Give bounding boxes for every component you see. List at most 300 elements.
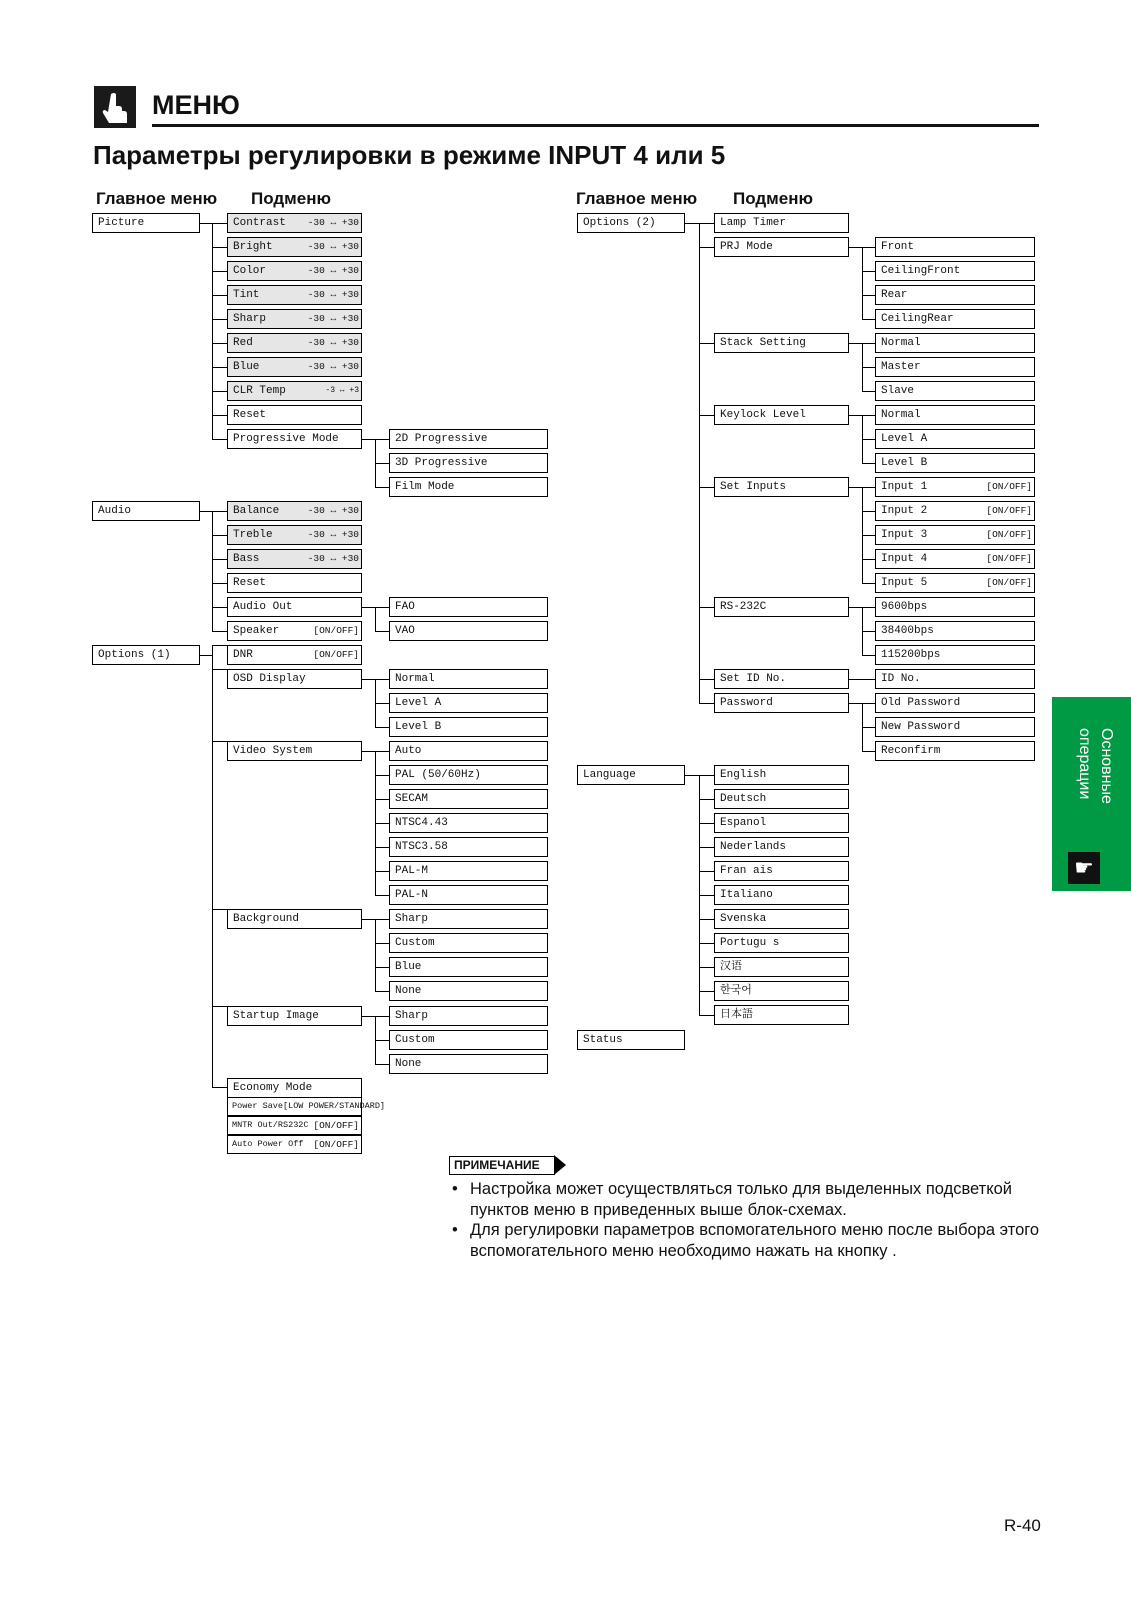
connector-line bbox=[862, 607, 875, 608]
connector-line bbox=[699, 487, 714, 488]
menu-box-label: Blue bbox=[395, 961, 422, 973]
menu-box-rear bbox=[875, 285, 1035, 305]
connector-line bbox=[375, 823, 389, 824]
menu-box-custom bbox=[389, 933, 548, 953]
menu-box-treble bbox=[227, 525, 362, 545]
menu-box-custom bbox=[389, 1030, 548, 1050]
menu-box-fran-ais bbox=[714, 861, 849, 881]
menu-box-label: 한국어 bbox=[720, 985, 752, 997]
connector-line bbox=[699, 223, 714, 224]
menu-box-label: Contrast bbox=[233, 217, 286, 229]
menu-box-label: 115200bps bbox=[881, 649, 941, 661]
connector-line bbox=[212, 583, 227, 584]
menu-box-label: CeilingFront bbox=[881, 265, 961, 277]
menu-box-label: Status bbox=[583, 1034, 623, 1046]
connector-line bbox=[862, 703, 875, 704]
menu-box-label: 9600bps bbox=[881, 601, 928, 613]
menu-box-range: -30 ↔ +30 bbox=[307, 529, 359, 540]
menu-box-label: Stack Setting bbox=[720, 337, 806, 349]
connector-line bbox=[375, 727, 389, 728]
menu-box-label: Reset bbox=[233, 409, 267, 421]
menu-box-label: Sharp bbox=[395, 913, 429, 925]
menu-box-range: -30 ↔ +30 bbox=[307, 553, 359, 564]
connector-line bbox=[375, 799, 389, 800]
connector-line bbox=[849, 415, 862, 416]
menu-box-label: Color bbox=[233, 265, 267, 277]
menu-box-old-password bbox=[875, 693, 1035, 713]
menu-box-label: Startup Image bbox=[233, 1010, 319, 1022]
menu-box-ntsc3-58 bbox=[389, 837, 548, 857]
connector-line bbox=[375, 1064, 389, 1065]
menu-box-label: ID No. bbox=[881, 673, 921, 685]
menu-box-label: Auto bbox=[395, 745, 422, 757]
section-subtitle: Параметры регулировки в режиме INPUT 4 или 5 bbox=[93, 140, 726, 170]
menu-box-range: -30 ↔ +30 bbox=[307, 217, 359, 228]
connector-line bbox=[375, 895, 389, 896]
menu-box-speaker bbox=[227, 621, 362, 641]
menu-box-clr-temp bbox=[227, 381, 362, 401]
menu-box-range: -30 ↔ +30 bbox=[307, 337, 359, 348]
connector-line bbox=[699, 607, 714, 608]
menu-box-vao bbox=[389, 621, 548, 641]
menu-box-keylock-level bbox=[714, 405, 849, 425]
menu-box-label: Treble bbox=[233, 529, 273, 541]
menu-box-pal-50-60hz bbox=[389, 765, 548, 785]
menu-box-label: Input 4 bbox=[881, 553, 928, 565]
menu-box-label: Video System bbox=[233, 745, 313, 757]
menu-box-film-mode bbox=[389, 477, 548, 497]
menu-box-9600bps bbox=[875, 597, 1035, 617]
menu-box-3d-progressive bbox=[389, 453, 548, 473]
menu-box-label: Input 2 bbox=[881, 505, 928, 517]
menu-box-label: Options (2) bbox=[583, 217, 656, 229]
menu-box-range: -30 ↔ +30 bbox=[307, 313, 359, 324]
menu-box-label: 38400bps bbox=[881, 625, 934, 637]
connector-line bbox=[375, 775, 389, 776]
connector-line bbox=[212, 343, 227, 344]
menu-box-range: -30 ↔ +30 bbox=[307, 289, 359, 300]
connector-line bbox=[362, 751, 375, 752]
menu-box-sharp bbox=[389, 1006, 548, 1026]
connector-line bbox=[862, 247, 875, 248]
menu-box-label: Power Save[LOW POWER/STANDARD] bbox=[232, 1101, 386, 1111]
connector-line bbox=[862, 343, 875, 344]
menu-box-ceilingfront bbox=[875, 261, 1035, 281]
menu-box-italiano bbox=[714, 885, 849, 905]
menu-box-color bbox=[227, 261, 362, 281]
menu-box-label: Fran ais bbox=[720, 865, 773, 877]
menu-box-level-a bbox=[875, 429, 1035, 449]
menu-box-range: [ON/OFF] bbox=[986, 505, 1032, 516]
connector-line bbox=[699, 919, 714, 920]
connector-line bbox=[862, 367, 875, 368]
menu-box-label: Level B bbox=[395, 721, 442, 733]
connector-line bbox=[375, 919, 376, 992]
menu-box-label: Economy Mode bbox=[233, 1082, 313, 1094]
menu-box-label: PRJ Mode bbox=[720, 241, 773, 253]
left-sub-heading: Подменю bbox=[251, 189, 331, 208]
connector-line bbox=[849, 343, 862, 344]
menu-box-range: [ON/OFF] bbox=[313, 625, 359, 636]
menu-box-label: Slave bbox=[881, 385, 915, 397]
connector-line bbox=[699, 415, 714, 416]
menu-box-label: Bass bbox=[233, 553, 260, 565]
menu-box-label: Red bbox=[233, 337, 253, 349]
page-number: R-40 bbox=[1004, 1516, 1041, 1535]
menu-box-options-2 bbox=[577, 213, 685, 233]
connector-line bbox=[375, 487, 389, 488]
connector-line bbox=[862, 679, 875, 680]
menu-box-audio bbox=[92, 501, 200, 521]
right-main-heading: Главное меню bbox=[576, 189, 698, 208]
menu-box-label: Tint bbox=[233, 289, 260, 301]
connector-line bbox=[862, 751, 875, 752]
connector-line bbox=[862, 727, 875, 728]
menu-box-label: Audio Out bbox=[233, 601, 293, 613]
connector-line bbox=[212, 439, 227, 440]
menu-box-label: Deutsch bbox=[720, 793, 767, 805]
menu-box-label: Master bbox=[881, 361, 921, 373]
menu-box-label: Level B bbox=[881, 457, 928, 469]
connector-line bbox=[699, 223, 700, 704]
menu-box-label: Set ID No. bbox=[720, 673, 787, 685]
connector-line bbox=[849, 607, 862, 608]
menu-box-label: Sharp bbox=[395, 1010, 429, 1022]
connector-line bbox=[375, 871, 389, 872]
menu-box-stack-setting bbox=[714, 333, 849, 353]
menu-box-label: Speaker bbox=[233, 625, 280, 637]
menu-box-none bbox=[389, 981, 548, 1001]
menu-box-label: Front bbox=[881, 241, 915, 253]
connector-line bbox=[375, 943, 389, 944]
menu-box-normal bbox=[875, 405, 1035, 425]
menu-box-label: OSD Display bbox=[233, 673, 306, 685]
connector-line bbox=[212, 223, 213, 440]
menu-box-audio-out bbox=[227, 597, 362, 617]
menu-box-label: Lamp Timer bbox=[720, 217, 787, 229]
menu-box-balance bbox=[227, 501, 362, 521]
menu-section-icon bbox=[94, 86, 136, 128]
menu-box-english bbox=[714, 765, 849, 785]
connector-line bbox=[375, 631, 389, 632]
connector-line bbox=[862, 559, 875, 560]
connector-line bbox=[699, 943, 714, 944]
menu-box-range: [ON/OFF] bbox=[313, 1139, 359, 1150]
menu-box-38400bps bbox=[875, 621, 1035, 641]
connector-line bbox=[212, 1087, 227, 1088]
menu-box-range: [ON/OFF] bbox=[986, 481, 1032, 492]
menu-box-reconfirm bbox=[875, 741, 1035, 761]
menu-box-label: Password bbox=[720, 697, 773, 709]
menu-box-input-1 bbox=[875, 477, 1035, 497]
connector-line bbox=[862, 271, 875, 272]
menu-box-input-2 bbox=[875, 501, 1035, 521]
connector-line bbox=[699, 679, 714, 680]
right-sub-heading: Подменю bbox=[733, 189, 813, 208]
menu-box-nederlands bbox=[714, 837, 849, 857]
menu-box-label: None bbox=[395, 985, 422, 997]
menu-box-picture bbox=[92, 213, 200, 233]
menu-box-label: DNR bbox=[233, 649, 253, 661]
connector-line bbox=[849, 247, 862, 248]
menu-box-rs-232c bbox=[714, 597, 849, 617]
left-main-heading: Главное меню bbox=[96, 189, 218, 208]
menu-box-espanol bbox=[714, 813, 849, 833]
menu-box-input-5 bbox=[875, 573, 1035, 593]
connector-line bbox=[849, 703, 862, 704]
connector-line bbox=[699, 343, 714, 344]
connector-line bbox=[212, 645, 213, 1088]
menu-box-label: Options (1) bbox=[98, 649, 171, 661]
menu-box-sharp bbox=[389, 909, 548, 929]
menu-box-osd-display bbox=[227, 669, 362, 689]
connector-line bbox=[212, 631, 227, 632]
menu-box-label: Film Mode bbox=[395, 481, 455, 493]
menu-box-label: Normal bbox=[395, 673, 435, 685]
connector-line bbox=[375, 679, 389, 680]
menu-box-label: Background bbox=[233, 913, 300, 925]
menu-box-label: PAL-M bbox=[395, 865, 429, 877]
menu-box-ceilingrear bbox=[875, 309, 1035, 329]
connector-line bbox=[375, 703, 389, 704]
menu-box-startup-image bbox=[227, 1006, 362, 1026]
menu-box-sharp bbox=[227, 309, 362, 329]
connector-line bbox=[212, 247, 227, 248]
connector-line bbox=[375, 847, 389, 848]
connector-line bbox=[212, 295, 227, 296]
connector-line bbox=[200, 655, 212, 656]
menu-box-bright bbox=[227, 237, 362, 257]
connector-line bbox=[699, 799, 714, 800]
menu-box-set-id-no bbox=[714, 669, 849, 689]
menu-box-label: Nederlands bbox=[720, 841, 787, 853]
menu-box-label: Audio bbox=[98, 505, 132, 517]
connector-line bbox=[212, 607, 227, 608]
connector-line bbox=[212, 559, 227, 560]
menu-box-blue bbox=[227, 357, 362, 377]
menu-box-id-no bbox=[875, 669, 1035, 689]
connector-line bbox=[862, 439, 875, 440]
menu-box-label: NTSC3.58 bbox=[395, 841, 448, 853]
connector-line bbox=[375, 463, 389, 464]
menu-box-label: Normal bbox=[881, 337, 921, 349]
menu-box-item bbox=[714, 1005, 849, 1025]
menu-box-item bbox=[714, 957, 849, 977]
connector-line bbox=[862, 655, 875, 656]
menu-box-front bbox=[875, 237, 1035, 257]
menu-box-label: Input 1 bbox=[881, 481, 928, 493]
connector-line bbox=[375, 607, 389, 608]
connector-line bbox=[862, 487, 875, 488]
connector-line bbox=[862, 295, 875, 296]
connector-line bbox=[212, 535, 227, 536]
menu-box-label: New Password bbox=[881, 721, 961, 733]
menu-box-label: Sharp bbox=[233, 313, 267, 325]
connector-line bbox=[362, 919, 375, 920]
menu-box-fao bbox=[389, 597, 548, 617]
menu-box-range: -30 ↔ +30 bbox=[307, 241, 359, 252]
menu-box-prj-mode bbox=[714, 237, 849, 257]
menu-box-range: -30 ↔ +30 bbox=[307, 505, 359, 516]
menu-box-label: Auto Power Off bbox=[232, 1139, 304, 1149]
connector-line bbox=[862, 415, 875, 416]
menu-box-label: MNTR Out/RS232C bbox=[232, 1120, 309, 1130]
connector-line bbox=[862, 247, 863, 320]
menu-box-language bbox=[577, 765, 685, 785]
menu-box-range: [ON/OFF] bbox=[986, 577, 1032, 588]
menu-box-input-4 bbox=[875, 549, 1035, 569]
menu-box-range: -30 ↔ +30 bbox=[307, 265, 359, 276]
menu-box-label: Input 3 bbox=[881, 529, 928, 541]
connector-line bbox=[699, 703, 714, 704]
note-item: • Для регулировки параметров вспомогательного меню после выбора этого вспомогательного меню необходимо нажать на кнопку . bbox=[450, 1220, 1050, 1261]
menu-box-label: Reset bbox=[233, 577, 267, 589]
menu-box-range: [ON/OFF] bbox=[313, 649, 359, 660]
connector-line bbox=[212, 741, 227, 742]
menu-box-label: Bright bbox=[233, 241, 273, 253]
page-title: МЕНЮ bbox=[152, 90, 240, 120]
menu-box-input-3 bbox=[875, 525, 1035, 545]
connector-line bbox=[685, 775, 699, 776]
connector-line bbox=[375, 991, 389, 992]
menu-box-background bbox=[227, 909, 362, 929]
connector-line bbox=[375, 439, 389, 440]
menu-box-auto-power-off bbox=[227, 1135, 362, 1154]
menu-box-label: Level A bbox=[881, 433, 928, 445]
connector-line bbox=[699, 991, 714, 992]
connector-line bbox=[212, 669, 227, 670]
menu-box-label: Svenska bbox=[720, 913, 767, 925]
menu-box-set-inputs bbox=[714, 477, 849, 497]
menu-box-ntsc4-43 bbox=[389, 813, 548, 833]
connector-line bbox=[862, 319, 875, 320]
connector-line bbox=[212, 415, 227, 416]
connector-line bbox=[212, 511, 227, 512]
connector-line bbox=[699, 247, 714, 248]
connector-line bbox=[862, 535, 875, 536]
connector-line bbox=[375, 919, 389, 920]
menu-box-svenska bbox=[714, 909, 849, 929]
menu-box-label: Italiano bbox=[720, 889, 773, 901]
menu-box-normal bbox=[389, 669, 548, 689]
connector-line bbox=[212, 271, 227, 272]
note-label: ПРИМЕЧАНИЕ bbox=[449, 1156, 555, 1175]
connector-line bbox=[362, 607, 375, 608]
connector-line bbox=[849, 679, 862, 680]
connector-line bbox=[375, 751, 389, 752]
connector-line bbox=[375, 607, 376, 632]
menu-box-label: Old Password bbox=[881, 697, 961, 709]
menu-box-2d-progressive bbox=[389, 429, 548, 449]
connector-line bbox=[362, 679, 375, 680]
menu-box-range: -3 ↔ +3 bbox=[325, 386, 359, 395]
menu-box-label: 日本語 bbox=[720, 1009, 753, 1021]
menu-box-label: None bbox=[395, 1058, 422, 1070]
connector-line bbox=[862, 631, 875, 632]
menu-box-master bbox=[875, 357, 1035, 377]
connector-line bbox=[200, 511, 212, 512]
menu-box-label: Reconfirm bbox=[881, 745, 941, 757]
menu-box-label: 汉语 bbox=[720, 961, 742, 973]
menu-box-range: [ON/OFF] bbox=[986, 553, 1032, 564]
menu-box-label: Espanol bbox=[720, 817, 767, 829]
menu-box-label: Keylock Level bbox=[720, 409, 806, 421]
menu-box-label: Set Inputs bbox=[720, 481, 787, 493]
menu-box-label: SECAM bbox=[395, 793, 429, 805]
menu-box-label: CeilingRear bbox=[881, 313, 954, 325]
menu-box-normal bbox=[875, 333, 1035, 353]
menu-box-label: RS-232C bbox=[720, 601, 767, 613]
menu-box-password bbox=[714, 693, 849, 713]
menu-box-level-b bbox=[875, 453, 1035, 473]
connector-line bbox=[200, 223, 212, 224]
menu-box-reset bbox=[227, 405, 362, 425]
connector-line bbox=[862, 511, 875, 512]
note-list bbox=[450, 1179, 1050, 1261]
menu-box-progressive-mode bbox=[227, 429, 362, 449]
menu-box-lamp-timer bbox=[714, 213, 849, 233]
connector-line bbox=[849, 487, 862, 488]
menu-box-label: PAL (50/60Hz) bbox=[395, 769, 481, 781]
connector-line bbox=[212, 391, 227, 392]
menu-box-label: FAO bbox=[395, 601, 415, 613]
menu-box-secam bbox=[389, 789, 548, 809]
menu-box-label: Input 5 bbox=[881, 577, 928, 589]
connector-line bbox=[699, 871, 714, 872]
menu-box-auto bbox=[389, 741, 548, 761]
menu-box-slave bbox=[875, 381, 1035, 401]
menu-box-label: Rear bbox=[881, 289, 908, 301]
menu-box-label: NTSC4.43 bbox=[395, 817, 448, 829]
menu-box-label: Portugu s bbox=[720, 937, 780, 949]
connector-line bbox=[375, 967, 389, 968]
menu-box-label: PAL-N bbox=[395, 889, 429, 901]
menu-box-blue bbox=[389, 957, 548, 977]
connector-line bbox=[699, 1015, 714, 1016]
menu-box-label: Custom bbox=[395, 937, 435, 949]
menu-box-level-b bbox=[389, 717, 548, 737]
menu-box-contrast bbox=[227, 213, 362, 233]
menu-box-pal-m bbox=[389, 861, 548, 881]
hand-pointer-icon: ☛ bbox=[1068, 852, 1100, 884]
menu-box-label: 2D Progressive bbox=[395, 433, 488, 445]
menu-box-tint bbox=[227, 285, 362, 305]
note-item: • Настройка может осуществляться только для выделенных подсветкой пунктов меню в приведенных выше блок-схемах. bbox=[450, 1179, 1050, 1220]
menu-box-red bbox=[227, 333, 362, 353]
menu-box-pal-n bbox=[389, 885, 548, 905]
title-rule bbox=[152, 124, 1039, 127]
menu-box-bass bbox=[227, 549, 362, 569]
connector-line bbox=[862, 391, 875, 392]
connector-line bbox=[862, 463, 875, 464]
menu-box-reset bbox=[227, 573, 362, 593]
connector-line bbox=[212, 367, 227, 368]
menu-box-label: Picture bbox=[98, 217, 145, 229]
connector-line bbox=[212, 909, 227, 910]
connector-line bbox=[212, 645, 227, 646]
menu-box-options-1 bbox=[92, 645, 200, 665]
connector-line bbox=[212, 511, 213, 632]
menu-box-new-password bbox=[875, 717, 1035, 737]
connector-line bbox=[375, 1016, 389, 1017]
connector-line bbox=[212, 223, 227, 224]
connector-line bbox=[375, 1040, 389, 1041]
connector-line bbox=[699, 847, 714, 848]
menu-box-economy-mode bbox=[227, 1078, 362, 1098]
menu-box-label: CLR Temp bbox=[233, 385, 286, 397]
section-tab-label: Основные операции bbox=[1076, 728, 1115, 804]
menu-box-portugu-s bbox=[714, 933, 849, 953]
